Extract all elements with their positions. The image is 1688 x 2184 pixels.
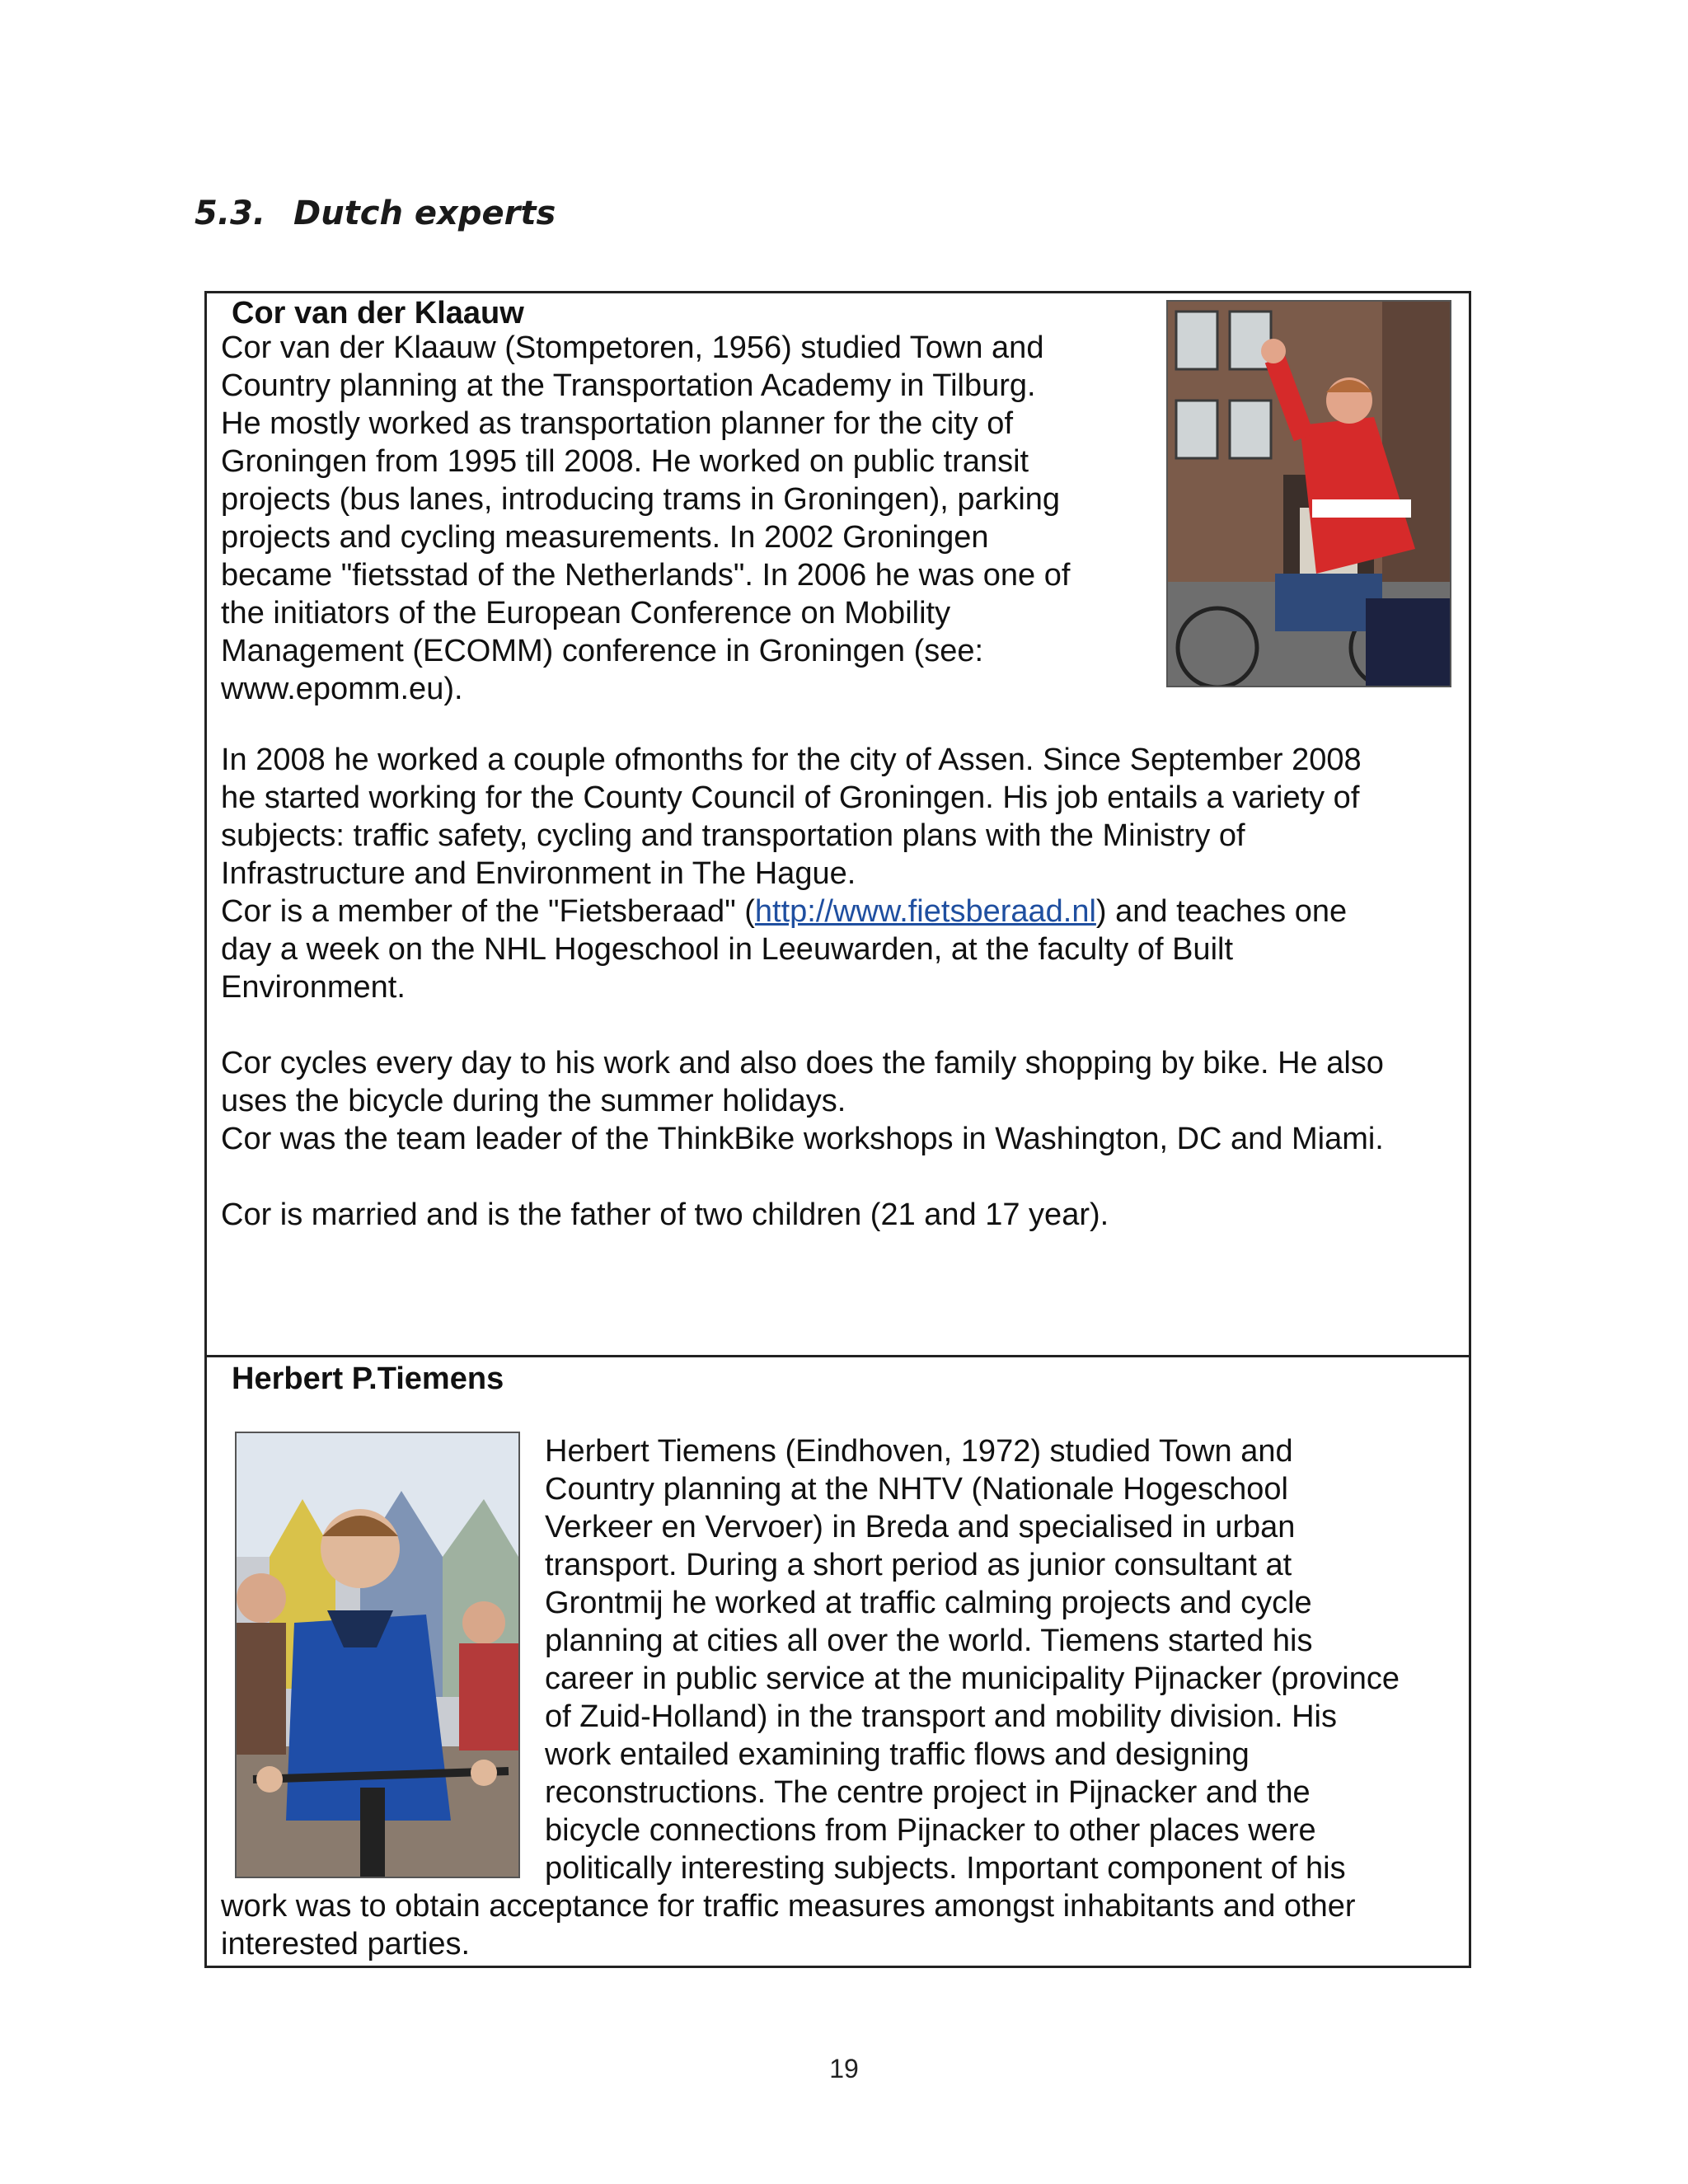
- career-line: Infrastructure and Environment in The Hague.: [221, 856, 856, 891]
- bio-line: planning at cities all over the world. Tiemens started his: [545, 1624, 1313, 1658]
- bio-line: the initiators of the European Conference on Mobility: [221, 596, 951, 630]
- bio-line: transport. During a short period as junior consultant at: [545, 1548, 1292, 1582]
- membership-line: [221, 893, 1347, 930]
- person-waving-on-bicycle-photo: [1166, 300, 1451, 687]
- bio-line: work was to obtain acceptance for traffic measures amongst inhabitants and other: [221, 1889, 1356, 1924]
- bio-line: Herbert Tiemens (Eindhoven, 1972) studied Town and: [545, 1434, 1293, 1469]
- fietsberaad-link[interactable]: http://www.fietsberaad.nl: [754, 894, 1096, 929]
- bio-line: work entailed examining traffic flows and designing: [545, 1737, 1250, 1772]
- bio-line: became "fietsstad of the Netherlands". In 2006 he was one of: [221, 558, 1071, 593]
- bio-line: Country planning at the Transportation Academy in Tilburg.: [221, 368, 1036, 403]
- career-line: In 2008 he worked a couple ofmonths for the city of Assen. Since September 2008: [221, 743, 1362, 777]
- bio-line: projects and cycling measurements. In 2002 Groningen: [221, 520, 989, 555]
- expert-bio-tail: [221, 1887, 1356, 1963]
- expert-cycling: [221, 1044, 1384, 1158]
- career-line: he started working for the County Council of Groningen. His job entails a variety of: [221, 780, 1360, 815]
- bio-line: projects (bus lanes, introducing trams in Groningen), parking: [221, 482, 1061, 517]
- expert-career: [221, 741, 1362, 893]
- bio-line: He mostly worked as transportation planner for the city of: [221, 406, 1014, 441]
- bio-line: Cor van der Klaauw (Stompetoren, 1956) studied Town and: [221, 330, 1044, 365]
- bio-line: bicycle connections from Pijnacker to other places were: [545, 1813, 1316, 1848]
- bio-line: career in public service at the municipality Pijnacker (province: [545, 1661, 1400, 1696]
- membership-text: Cor is a member of the "Fietsberaad" (: [221, 894, 755, 929]
- expert-name: Herbert P.Tiemens: [232, 1361, 504, 1396]
- expert-bio: [221, 329, 1070, 708]
- bio-line: reconstructions. The centre project in Pijnacker and the: [545, 1775, 1311, 1810]
- membership-line: Environment.: [221, 970, 406, 1005]
- expert-name: Cor van der Klaauw: [232, 296, 524, 330]
- bio-line: Groningen from 1995 till 2008. He worked on public transit: [221, 444, 1029, 479]
- section-title: Dutch experts: [293, 194, 556, 232]
- section-heading: [195, 194, 556, 232]
- man-with-bicycle-photo: [235, 1432, 520, 1878]
- bio-line: interested parties.: [221, 1927, 471, 1961]
- career-line: subjects: traffic safety, cycling and transportation plans with the Ministry of: [221, 818, 1245, 853]
- bio-line: of Zuid-Holland) in the transport and mobility division. His: [545, 1699, 1337, 1734]
- bio-line: Verkeer en Vervoer) in Breda and specialised in urban: [545, 1510, 1296, 1544]
- cycling-line: Cor was the team leader of the ThinkBike workshops in Washington, DC and Miami.: [221, 1122, 1384, 1156]
- section-number: 5.3.: [195, 194, 266, 232]
- cycling-line: uses the bicycle during the summer holidays.: [221, 1084, 846, 1118]
- cycling-line: Cor cycles every day to his work and also does the family shopping by bike. He also: [221, 1046, 1384, 1080]
- bio-line: Management (ECOMM) conference in Groningen (see:: [221, 634, 984, 668]
- expert-card-herbert: [204, 1355, 1471, 1968]
- membership-line: day a week on the NHL Hogeschool in Leeuwarden, at the faculty of Built: [221, 932, 1234, 967]
- bio-line: politically interesting subjects. Important component of his: [545, 1851, 1346, 1886]
- expert-family: Cor is married and is the father of two children (21 and 17 year).: [221, 1197, 1109, 1232]
- expert-membership: [221, 893, 1347, 1006]
- membership-text: ) and teaches one: [1095, 894, 1348, 929]
- bio-line: Grontmij he worked at traffic calming projects and cycle: [545, 1586, 1312, 1620]
- expert-card-cor: [204, 291, 1471, 1357]
- page-number: 19: [829, 2054, 859, 2083]
- expert-bio: [545, 1432, 1400, 1887]
- bio-line: Country planning at the NHTV (Nationale Hogeschool: [545, 1472, 1288, 1507]
- bio-line: www.epomm.eu).: [221, 672, 463, 706]
